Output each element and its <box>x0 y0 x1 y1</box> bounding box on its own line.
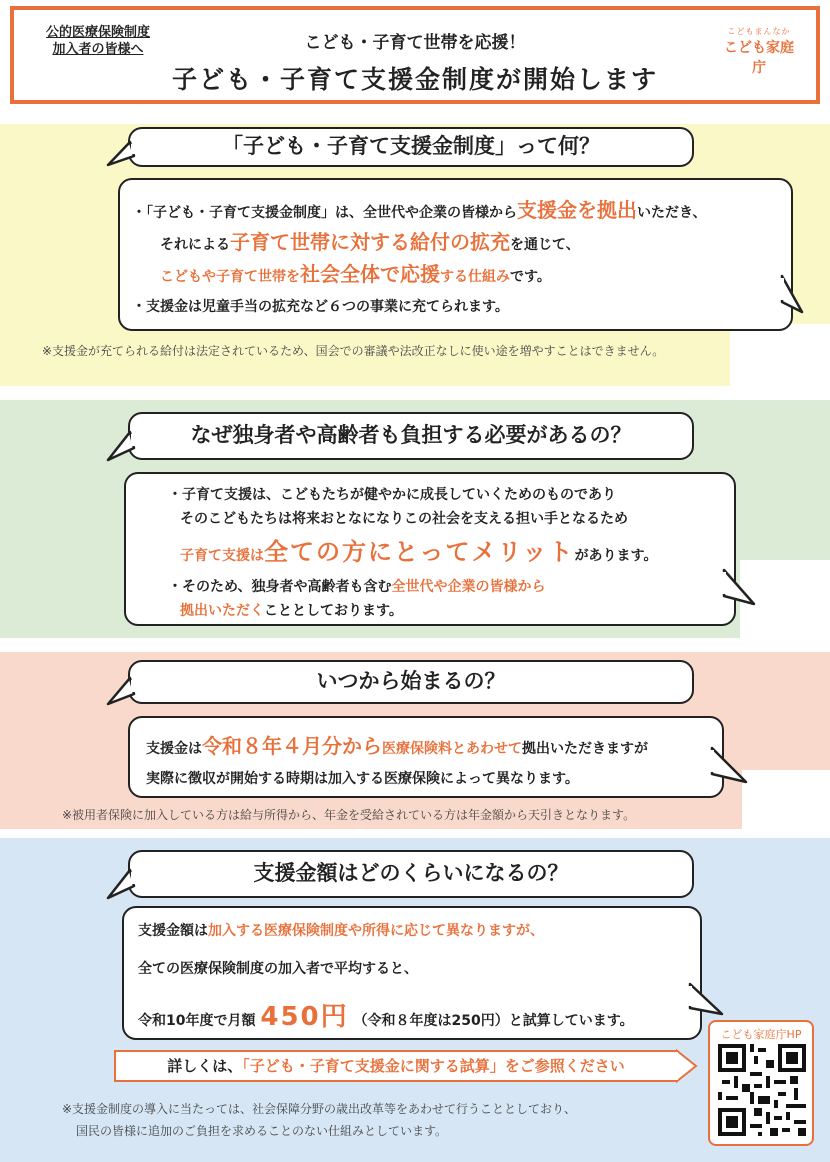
answer-what-line-1: ・「子ども・子育て支援金制度」は、全世代や企業の皆様から支援金を拠出いただき、 <box>132 198 707 222</box>
question-amount: 支援金額はどのくらいになるの？ <box>253 861 569 885</box>
audience-line-1: 公的医療保険制度 <box>45 25 150 40</box>
answer-amount-line-1: 支援金額は加入する医療保険制度や所得に応じて異なりますが、 <box>138 923 544 939</box>
reference-arrow-icon <box>676 1048 700 1084</box>
answer-why-line-2: そのこどもたちは将来おとなになりこの社会を支える担い手となるため <box>180 511 628 527</box>
answer-bubble-what <box>118 178 793 331</box>
section-why-band-edge <box>740 400 830 560</box>
answer-what-line-2: それによる子育て世帯に対する給付の拡充を通じて、 <box>160 230 580 254</box>
question-why: なぜ独身者や高齢者も負担する必要があるの？ <box>190 423 632 447</box>
qr-label: こども家庭庁HP <box>720 1028 802 1041</box>
answer-amount-line-3: 令和10年度で月額 450円 （令和８年度は250円）と試算しています。 <box>138 1002 634 1032</box>
question-bubble-amount <box>128 850 694 898</box>
answer-why-line-1: ・子育て支援は、こどもたちが健やかに成長していくためのものであり <box>168 487 616 503</box>
logo-name: こども家庭庁 <box>724 40 794 76</box>
answer-bubble-tail <box>722 566 758 610</box>
note-what: ※支援金が充てられる給付は法定されているため、国会での審議や法改正なしに使い途を増やすことはできません。 <box>42 344 665 358</box>
note-amount-2: 国民の皆様に追加のご負担を求めることのない仕組みとしています。 <box>76 1124 448 1138</box>
lead-text: こども・子育て世帯を応援！ <box>304 33 526 53</box>
answer-why-line-3: 子育て支援は全ての方にとってメリットがあります。 <box>180 538 658 566</box>
note-when: ※被用者保険に加入している方は給与所得から、年金を受給されている方は年金額から天引きとなります。 <box>62 808 636 822</box>
reference-link[interactable]: 詳しくは、「子ども・子育て支援金に関する試算」をご参照ください <box>114 1050 678 1082</box>
qr-code-icon <box>718 1044 806 1136</box>
answer-why-line-5: 拠出いただくこととしております。 <box>180 603 403 619</box>
answer-bubble-amount <box>122 906 702 1040</box>
question-what: 「子ども・子育て支援金制度」って何？ <box>222 134 600 158</box>
answer-bubble-when <box>128 716 724 798</box>
note-amount-1: ※支援金制度の導入に当たっては、社会保障分野の歳出改革等をあわせて行うこととしており、 <box>62 1102 577 1116</box>
answer-bubble-tail <box>710 744 750 786</box>
question-bubble-tail <box>104 430 144 464</box>
header-banner <box>10 6 820 104</box>
answer-bubble-tail <box>780 272 810 316</box>
audience-line-2: 加入者の皆様へ <box>52 42 144 57</box>
question-bubble-tail <box>104 868 144 902</box>
answer-why-line-4: ・そのため、独身者や高齢者も含む全世代や企業の皆様から <box>168 579 546 595</box>
question-when: いつから始まるの？ <box>316 669 506 693</box>
answer-bubble-tail <box>688 980 728 1020</box>
qr-code-panel[interactable] <box>708 1020 814 1146</box>
answer-what-line-4: ・支援金は児童手当の拡充など６つの事業に充てられます。 <box>132 299 509 315</box>
section-when-band-edge <box>742 652 830 770</box>
logo-tagline: こどもまんなか <box>727 27 791 36</box>
agency-logo <box>718 26 800 77</box>
answer-when-line-1: 支援金は令和８年４月分から医療保険料とあわせて拠出いただきますが <box>146 734 648 758</box>
question-bubble-tail <box>104 676 144 708</box>
question-bubble-why <box>128 412 694 460</box>
page-title: 子ども・子育て支援金制度が開始します <box>171 65 658 94</box>
answer-when-line-2: 実際に徴収が開始する時期は加入する医療保険によって異なります。 <box>146 771 579 787</box>
question-bubble-when <box>128 660 694 704</box>
answer-what-line-3: こどもや子育て世帯を社会全体で応援する仕組みです。 <box>160 262 551 286</box>
question-bubble-what <box>128 127 694 167</box>
question-bubble-tail <box>104 140 144 170</box>
answer-amount-line-2: 全ての医療保険制度の加入者で平均すると、 <box>138 961 418 977</box>
answer-bubble-why <box>124 472 736 626</box>
